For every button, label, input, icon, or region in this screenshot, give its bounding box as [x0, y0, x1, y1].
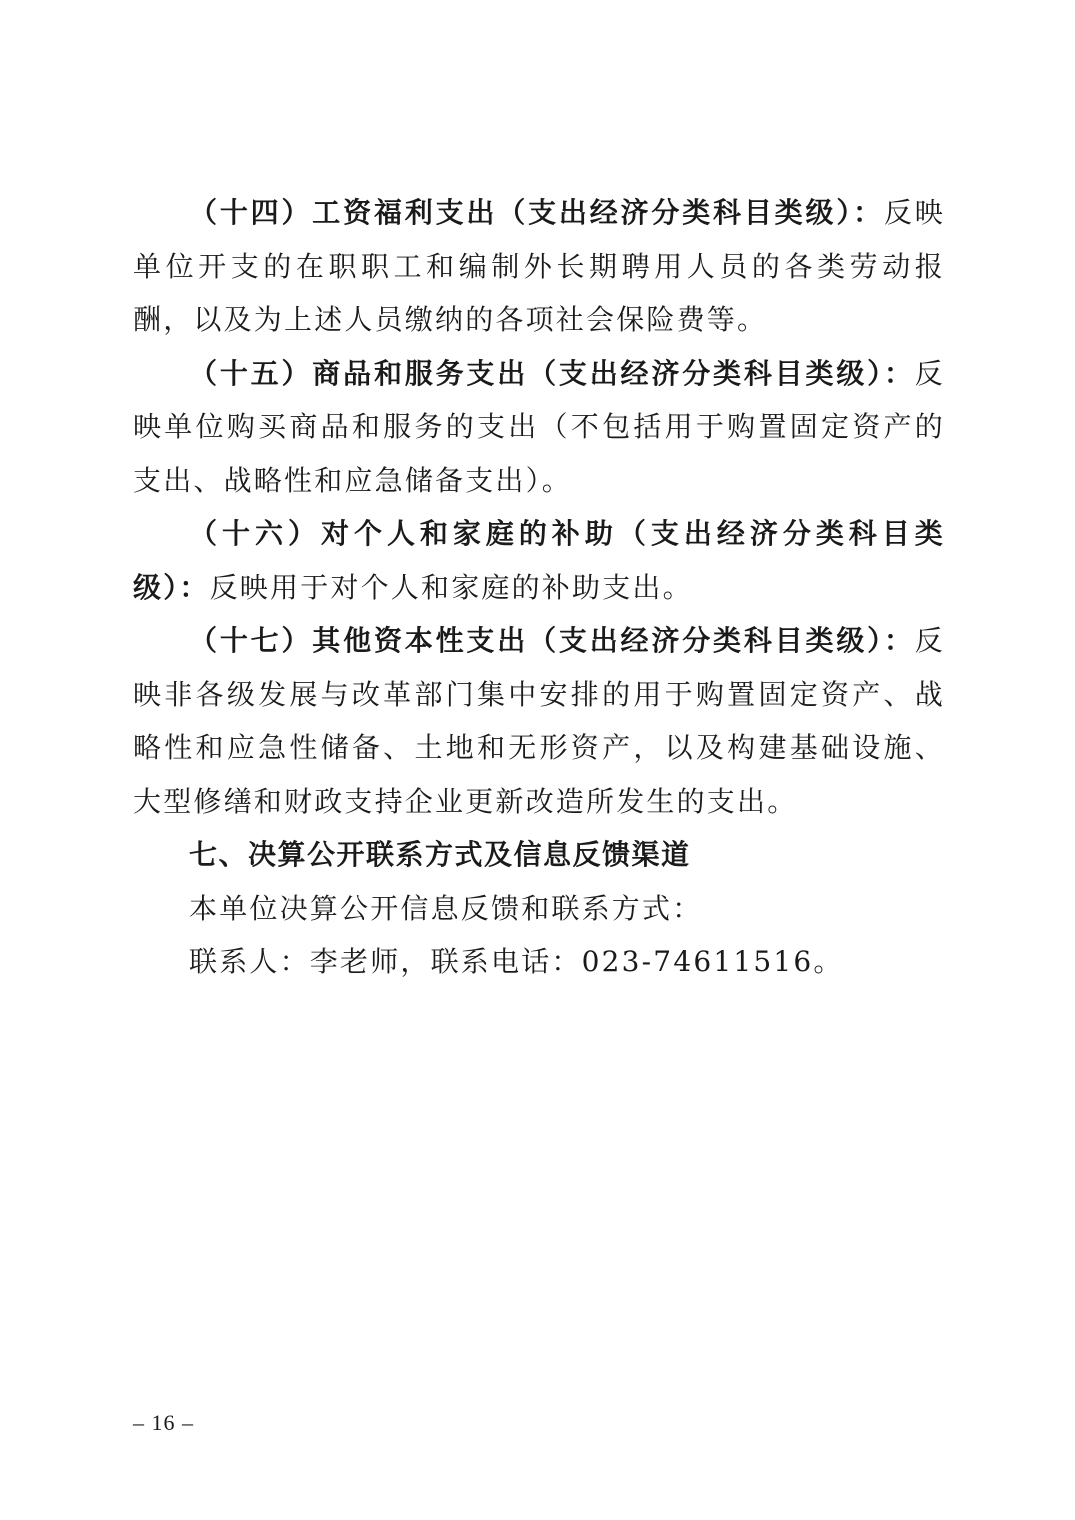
- contact-heading: 七、决算公开联系方式及信息反馈渠道: [189, 838, 691, 871]
- page-number: – 16 –: [133, 1410, 194, 1435]
- contact-line: 联系人：李老师，联系电话：023-74611516。: [189, 945, 844, 978]
- section-body-17: 反映非各级发展与改革部门集中安排的用于购置固定资产、战略性和应急性储备、土地和无形资产，以及构建基础设施、大型修缮和财政支持企业更新改造所发生的支出。: [133, 624, 945, 818]
- section-body-16: 反映用于对个人和家庭的补助支出。: [209, 570, 693, 604]
- page-content: [133, 186, 945, 989]
- section-paragraph-14: [133, 186, 945, 347]
- section-paragraph-15: [133, 347, 945, 508]
- section-title-17: （十七）其他资本性支出（支出经济分类科目类级）：: [189, 624, 915, 657]
- section-body-14: 反映单位开支的在职职工和编制外长期聘用人员的各类劳动报酬，以及为上述人员缴纳的各项社会保险费等。: [133, 196, 945, 336]
- section-title-14: （十四）工资福利支出（支出经济分类科目类级）：: [189, 196, 884, 229]
- section-paragraph-17: [133, 614, 945, 828]
- section-title-16: （十六）对个人和家庭的补助（支出经济分类科目类级）：: [133, 517, 945, 604]
- contact-intro: 本单位决算公开信息反馈和联系方式：: [189, 891, 703, 925]
- section-body-15: 反映单位购买商品和服务的支出（不包括用于购置固定资产的支出、战略性和应急储备支出）。: [133, 356, 945, 497]
- section-title-15: （十五）商品和服务支出（支出经济分类科目类级）：: [189, 356, 915, 390]
- section-paragraph-16: [133, 507, 945, 614]
